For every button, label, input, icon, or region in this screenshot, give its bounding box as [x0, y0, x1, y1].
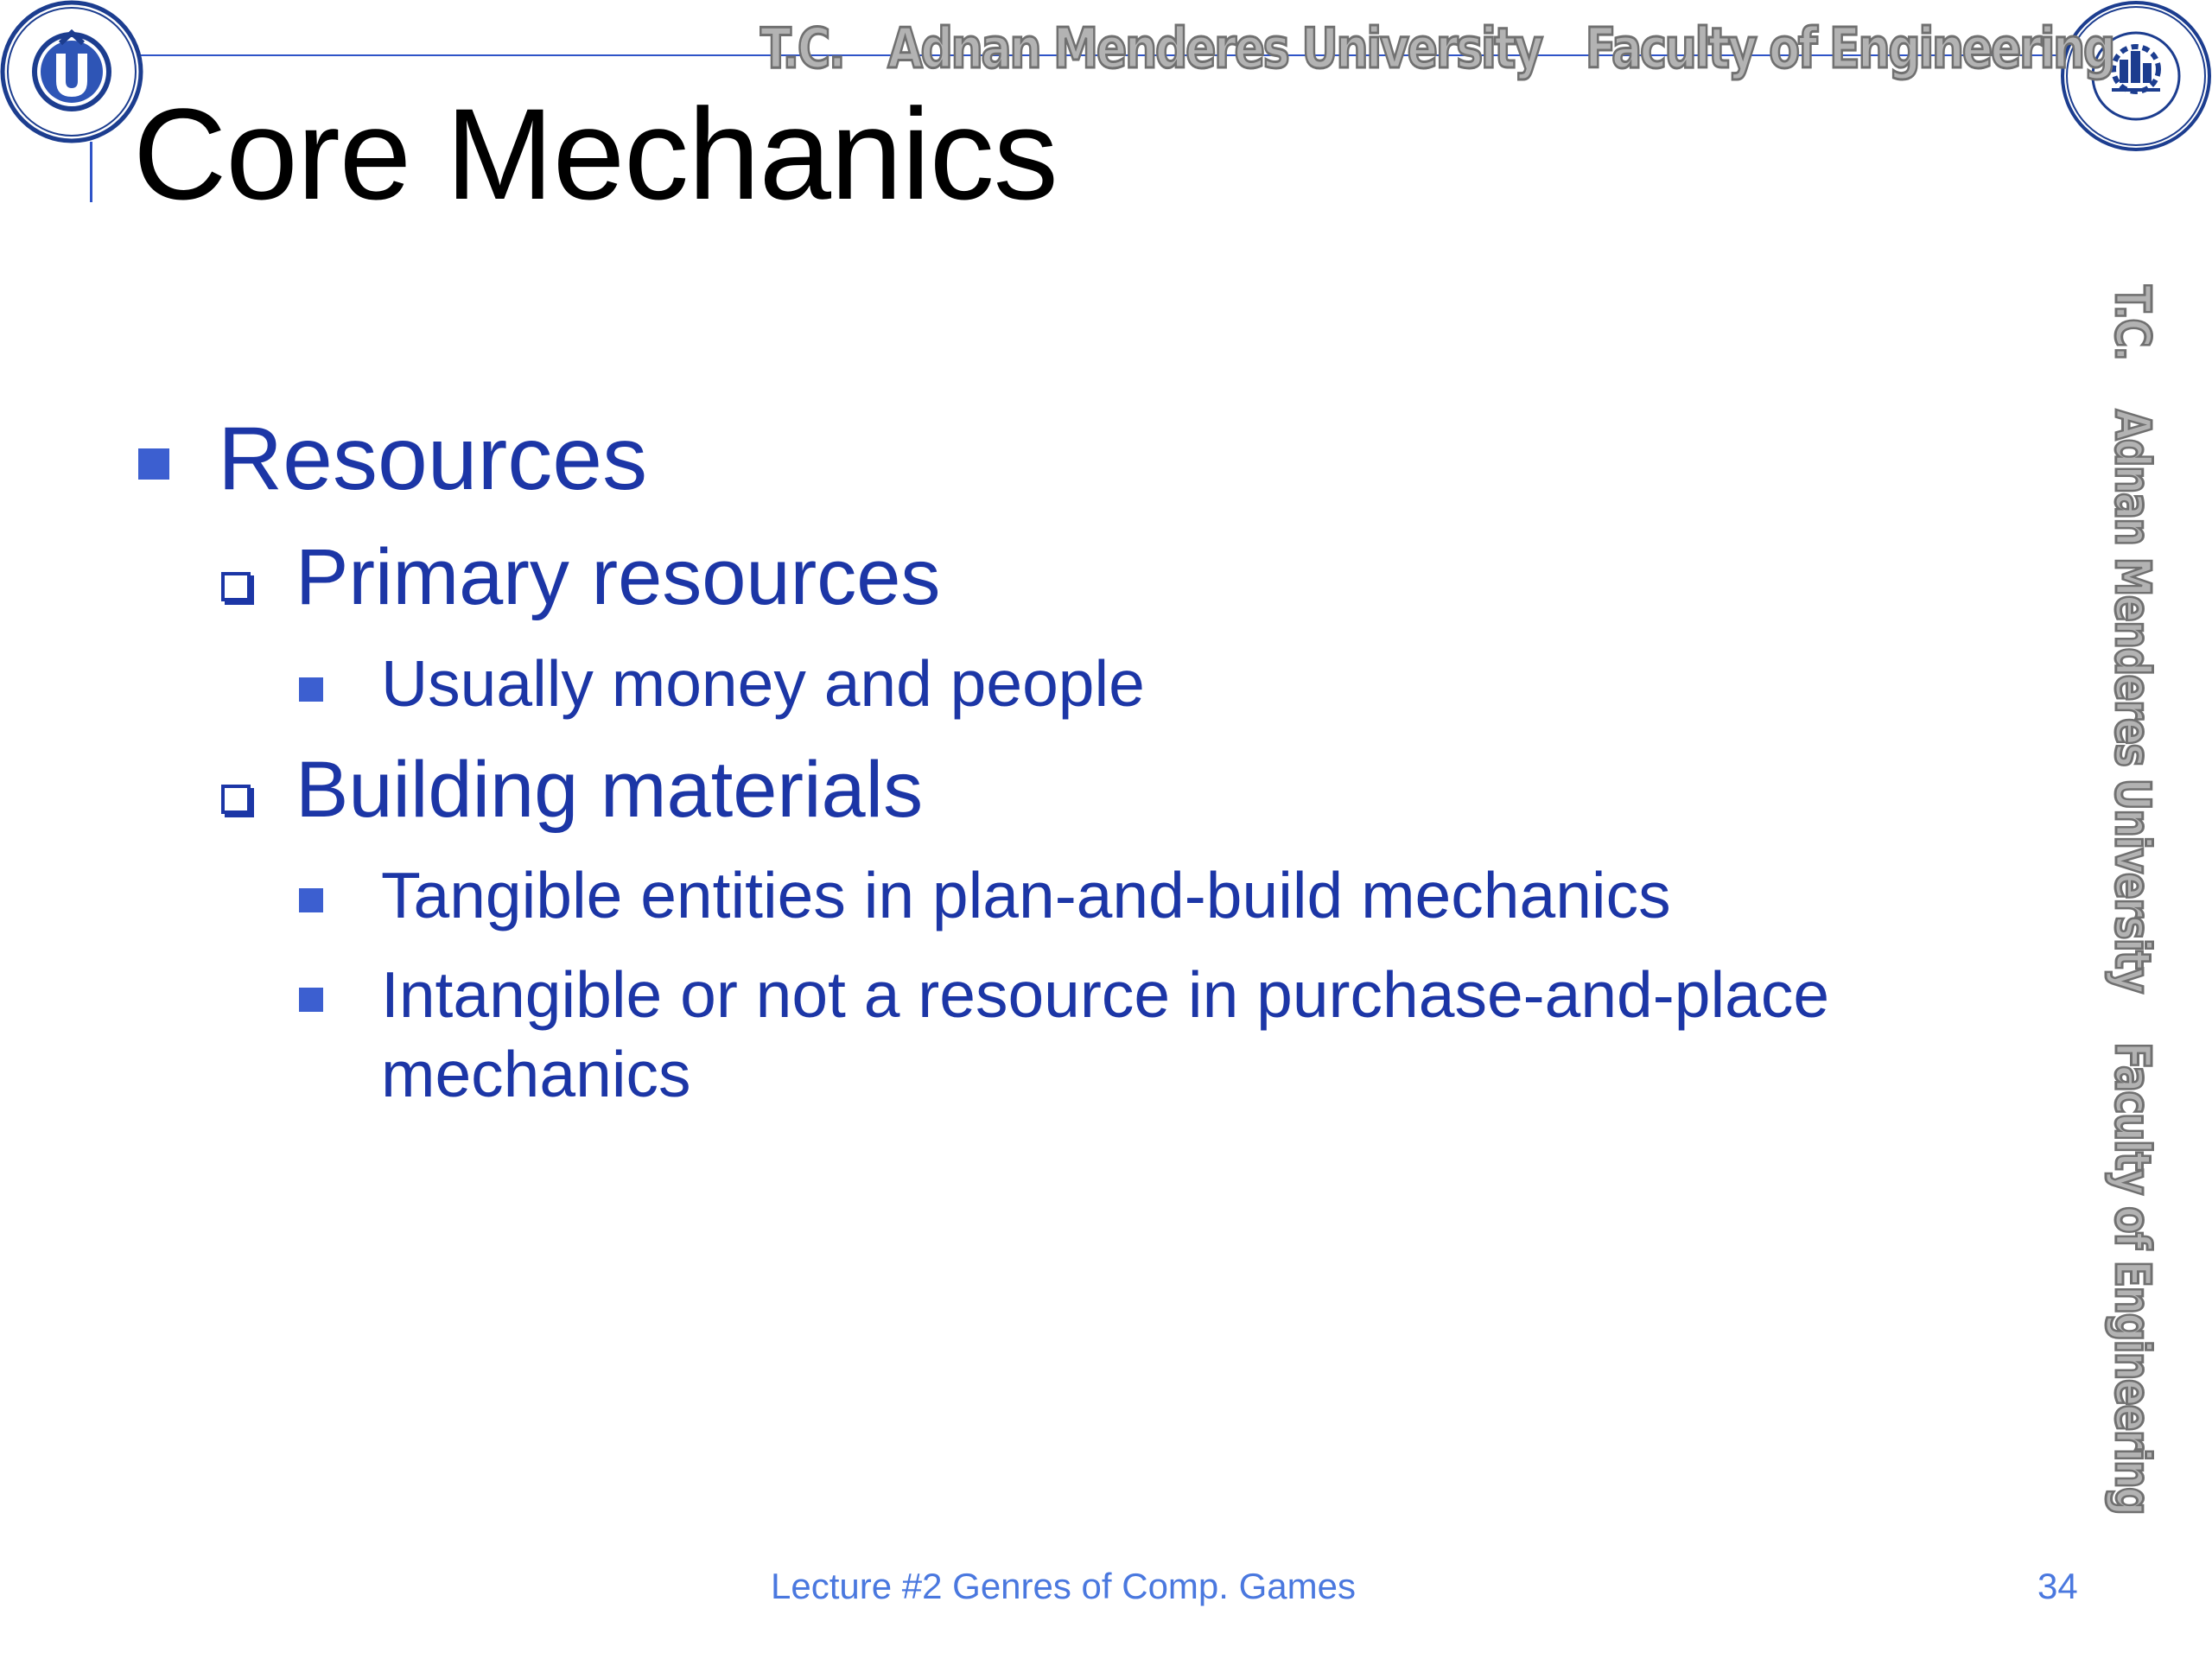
- bullet-resources: Resources: [218, 409, 648, 509]
- side-banner-university: Adnan Menderes University: [2104, 409, 2160, 993]
- bullet-small-square-marker: [299, 677, 323, 702]
- side-banner-tc: T.C.: [2104, 285, 2160, 360]
- bullet-small-square-marker: [299, 888, 323, 912]
- title-accent-tick: [90, 142, 92, 202]
- bullet-intangible-line1: Intangible or not a resource in purchase-and-place: [381, 958, 1830, 1031]
- university-seal-logo: [0, 0, 143, 143]
- slide-title: Core Mechanics: [133, 81, 1058, 226]
- header-banner-university: Adnan Menderes University: [887, 17, 1541, 81]
- header-banner: [760, 10, 2113, 88]
- footer-page-number: 34: [2037, 1566, 2078, 1606]
- bullet-square-marker: [138, 448, 169, 480]
- header-banner-faculty: Faculty of Engineering: [1585, 17, 2113, 81]
- bullet-small-square-marker: [299, 988, 323, 1012]
- bullet-building-materials: Building materials: [296, 746, 924, 834]
- side-banner-faculty: Faculty of Engineering: [2104, 1042, 2160, 1515]
- bullet-intangible-line2: mechanics: [381, 1038, 691, 1110]
- bullet-hollow-square-marker: [221, 785, 251, 814]
- bullet-tangible-entities: Tangible entities in plan-and-build mechanics: [381, 859, 1671, 931]
- header-banner-tc: T.C.: [760, 17, 844, 81]
- footer-lecture-title: Lecture #2 Genres of Comp. Games: [771, 1566, 1356, 1606]
- bullet-primary-resources: Primary resources: [296, 533, 941, 621]
- side-banner: [2104, 285, 2160, 1514]
- bullet-hollow-square-marker: [221, 572, 251, 601]
- bullet-money-people: Usually money and people: [381, 647, 1145, 720]
